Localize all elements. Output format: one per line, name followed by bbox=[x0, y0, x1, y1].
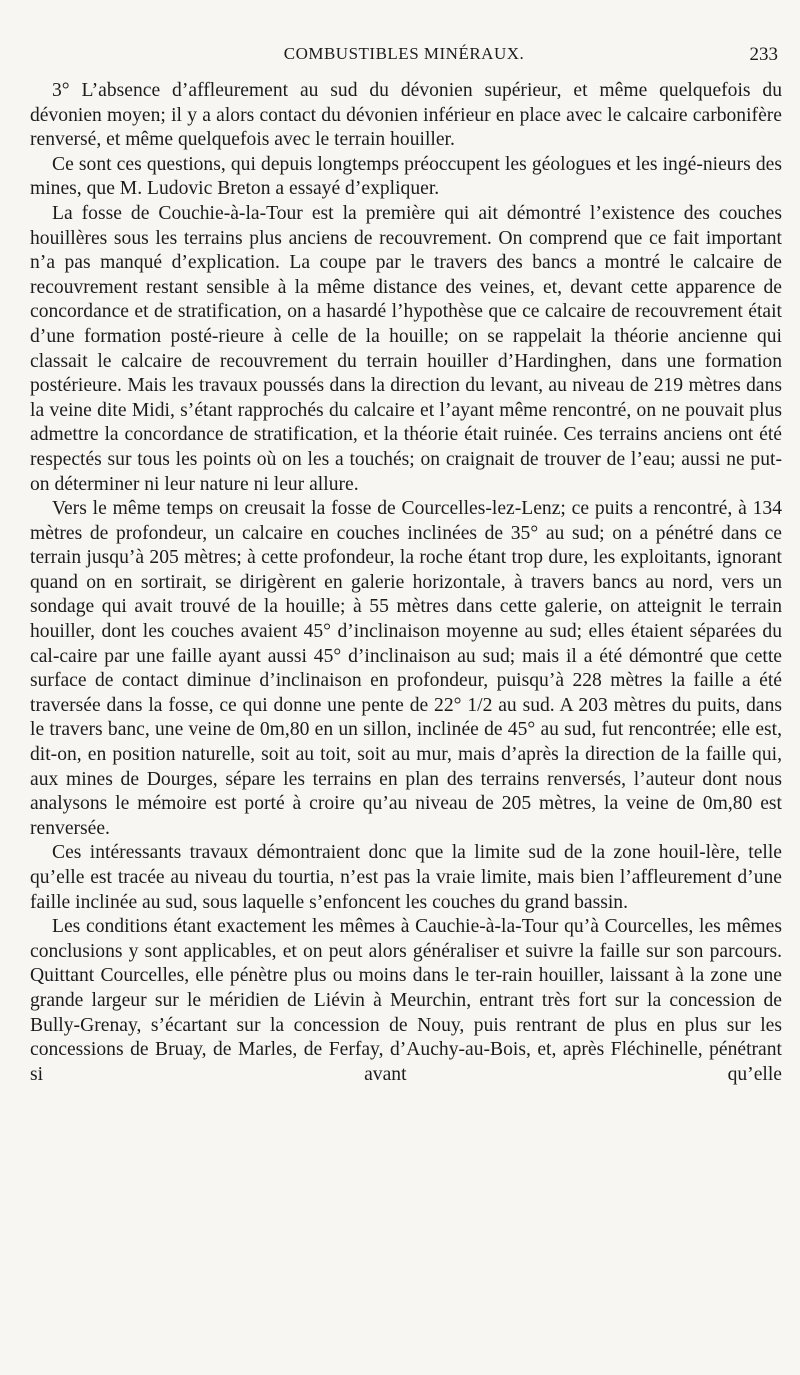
paragraph: Les conditions étant exactement les mêmes à Cauchie-à-la-Tour qu’à Courcelles, les mêmes conclusions y sont applicables, et on peut alors généraliser et suivre la faille sur son parcours. Quittant Courcelles, elle pénètre plus ou moins dans le ter-rain houiller, laissant à la zone une grande largeur sur le méridien de Liévin à Meurchin, entrant très fort sur la concession de Bully-Grenay, s’écartant sur la concession de Nouy, puis rentrant de plus en plus sur les concessions de Bruay, de Marles, de Ferfay, d’Auchy-au-Bois, et, après Fléchinelle, pénétrant si avant qu’elle bbox=[30, 916, 782, 1085]
paragraph: Ce sont ces questions, qui depuis longtemps préoccupent les géologues et les ingé-nieurs des mines, que M. Ludovic Breton a essayé d’expliquer. bbox=[30, 153, 782, 200]
paragraph: Ces intéressants travaux démontraient donc que la limite sud de la zone houil-lère, telle qu’elle est tracée au niveau du tourtia, n’est pas la vraie limite, mais bien l’affleurement d’une faille inclinée au sud, sous laquelle s’enfoncent les couches du grand bassin. bbox=[30, 842, 782, 913]
paragraph: Vers le même temps on creusait la fosse de Courcelles-lez-Lenz; ce puits a rencontré, à 134 mètres de profondeur, un calcaire en couches inclinées de 35° au sud; on a pénétré dans ce terrain jusqu’à 205 mètres; à cette profondeur, la roche étant trop dure, les exploitants, ignorant quand on en sortirait, se dirigèrent en galerie horizontale, à travers bancs au nord, vers un sondage qui avait trouvé de la houille; à 55 mètres dans cette galerie, on atteignit le terrain houiller, dont les couches avaient 45° d’inclinaison moyenne au sud; elles étaient séparées du cal-caire par une faille ayant aussi 45° d’inclinaison au sud; mais il a été démontré que cette surface de contact diminue d’inclinaison en profondeur, puisqu’à 228 mètres la faille a été traversée dans la fosse, ce qui donne une pente de 22° 1/2 au sud. A 203 mètres du puits, dans le travers banc, une veine de 0m,80 en un sillon, inclinée de 45° au sud, fut rencontrée; elle est, dit-on, en position naturelle, soit au toit, soit au mur, mais d’après la direction de la faille qui, aux mines de Dourges, sépare les terrains en plan des terrains renversés, l’auteur dont nous analysons le mémoire est porté à croire qu’au niveau de 205 mètres, la veine de 0m,80 est renversée. bbox=[30, 498, 782, 839]
paragraph: 3° L’absence d’affleurement au sud du dévonien supérieur, et même quelquefois du dévonien moyen; il y a alors contact du dévonien inférieur en place avec le calcaire carbonifère renversé, et même quelquefois avec le terrain houiller. bbox=[30, 80, 782, 151]
page-number: 233 bbox=[749, 44, 778, 65]
paragraph: La fosse de Couchie-à-la-Tour est la première qui ait démontré l’existence des couches houillères sous les terrains plus anciens de recouvrement. On comprend que ce fait important n’a pas manqué d’explication. La coupe par le travers des bancs a montré le calcaire de recouvrement restant sensible à la même distance des veines, et, devant cette apparence de concordance et de stratification, on a hasardé l’hypothèse que ce calcaire de recouvrement était d’une formation posté-rieure à celle de la houille; on se rappelait la théorie ancienne qui classait le calcaire de recouvrement du terrain houiller d’Hardinghen, dans une formation postérieure. Mais les travaux poussés dans la direction du levant, au niveau de 219 mètres dans la veine dite Midi, s’étant rapprochés du calcaire et l’ayant même rencontré, on ne pouvait plus admettre la concordance de stratification, et la théorie était ruinée. Ces terrains anciens ont été respectés sur tous les points où on les a touchés; on craignait de trouver de l’eau; aussi ne put-on déterminer ni leur nature ni leur allure. bbox=[30, 202, 782, 495]
running-title: COMBUSTIBLES MINÉRAUX. bbox=[283, 44, 525, 63]
body-text bbox=[30, 79, 782, 1087]
page-header bbox=[30, 44, 778, 70]
